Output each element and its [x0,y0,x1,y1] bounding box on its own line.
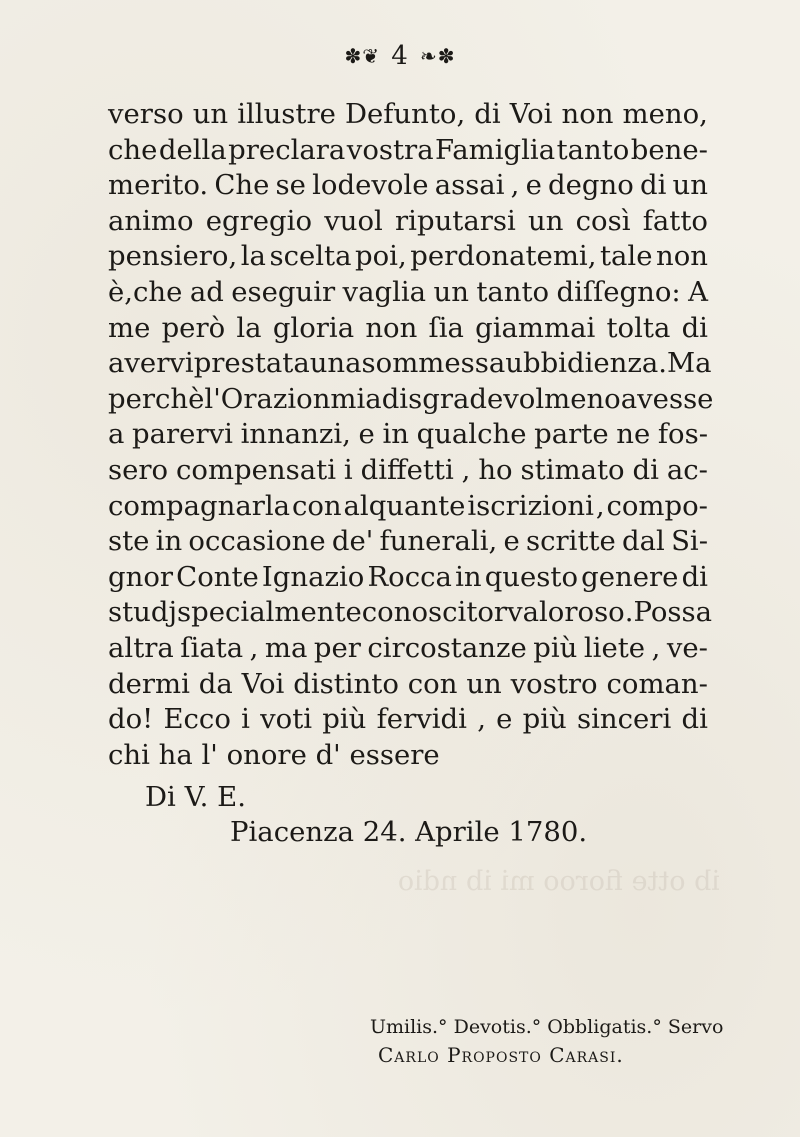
text-line [108,524,708,560]
bleed-through-text: ib otte fioroo mi ib ndio [397,866,720,897]
word: scritte [525,525,616,558]
word: animo [108,204,194,237]
word: ac- [666,453,708,486]
word: , [510,169,520,202]
word: tanto [556,133,630,166]
word: gnor [108,560,174,593]
word: sero [108,453,169,486]
ornament-right-icon: ❧✽ [420,44,456,68]
word: ne [616,418,651,451]
word: sinceri [577,703,672,736]
word: scelta [269,240,352,273]
word: non [561,98,614,130]
word: fervidi [376,703,467,736]
word: Si- [671,525,708,558]
word: più [322,703,367,736]
word: ubbidienza. [505,347,667,380]
word: così [575,204,631,237]
word: tale [599,240,653,273]
word: . [624,596,634,629]
word: un [433,275,469,308]
word: valoroso [507,596,625,629]
word: dal [622,525,665,558]
word: meno, [622,98,708,130]
word: specialmente [177,596,362,629]
word: , [461,453,471,486]
text-line: chi ha l' onore d' essere [108,738,440,771]
word: Possa [633,596,713,629]
word: di [474,98,501,130]
word: diſſegno: [556,275,681,308]
word: pensiero, [108,240,238,273]
word: un [192,98,229,130]
word: più [533,631,578,664]
word: degno [548,169,634,202]
word: tanto [476,275,550,308]
text-line [108,168,708,204]
word: stimato [520,453,625,486]
word: riputarsi [395,204,516,237]
text-line [108,417,708,453]
word: di [632,453,659,486]
word: vostro [510,667,598,700]
word: Voi [509,98,553,130]
word: genere [581,560,679,593]
word: non [365,311,418,344]
text-line [108,239,708,275]
dateline: Piacenza 24. Aprile 1780. [230,816,588,848]
word: prestata [193,347,310,380]
word: e [503,525,520,558]
word: compo- [606,489,708,522]
word: compensati [176,453,336,486]
text-line [108,204,708,240]
word: coman- [606,667,708,700]
word: una [309,347,362,380]
word: Orazion [220,382,331,415]
word: ſia [428,311,464,344]
word: di [681,560,708,593]
word: fos- [657,418,708,451]
word: meno [544,382,621,415]
word: e [496,703,513,736]
word: a [108,418,125,451]
word: in [382,418,409,451]
word: Che [214,169,270,202]
word: in [155,525,183,558]
word: diffetti [360,453,454,486]
word: innanzi, [240,418,351,451]
word: compagnarla [108,489,291,522]
word: illustre [237,98,336,130]
word: dermi [108,667,190,700]
word: circostanze [367,631,527,664]
text-line [108,311,708,347]
word: Defunto, [344,98,466,130]
ornament-left-icon: ✽❦ [344,44,380,68]
word: l' [204,382,221,415]
word: gloria [272,311,355,344]
word: vostra [346,133,434,166]
word: verso [108,98,184,130]
word: occasione [188,525,326,558]
word: egregio [205,204,313,237]
word: della [158,133,227,166]
text-line [108,667,708,703]
word: , [477,703,486,736]
word: perdonatemi, [410,240,597,273]
word: in [455,560,482,593]
word: con [407,667,458,700]
word: , [595,489,605,522]
signature-title: Umilis.° Devotis.° Obbligatis.° Servo [370,1016,724,1038]
word: ſiata [180,631,244,664]
word: studj [108,596,178,629]
word: per [313,631,361,664]
word: alquante [343,489,466,522]
word: preclara [228,133,346,166]
word: la [236,311,262,344]
word: avesse [620,382,714,415]
word: Ma [667,347,712,380]
text-line [108,489,708,525]
text-line [108,595,713,631]
word: qualche [416,418,527,451]
word: sommessa [361,347,506,380]
word: assai [434,169,505,202]
word: e [358,418,375,451]
text-line [108,97,708,133]
word: ste [108,525,150,558]
word: eseguir [231,275,336,308]
body-text [108,97,714,773]
word: liete [583,631,646,664]
word: da [198,667,233,700]
signature-block [370,1013,723,1069]
word: funerali, [379,525,498,558]
word: i [343,453,353,486]
word: poi, [355,240,407,273]
word: Ecco [163,703,231,736]
word: giammai [475,311,596,344]
word: che [108,133,158,166]
word: vuol [324,204,383,237]
word: tolta [606,311,671,344]
text-line [108,453,708,489]
word: disgradevol [381,382,545,415]
text-line [108,560,708,596]
word: Voi [241,667,285,700]
word: perchè [108,382,205,415]
word: mia [330,382,382,415]
word: se [275,169,306,202]
word: vaglia [342,275,427,308]
word: de' [331,525,374,558]
word: do! [108,703,154,736]
word: più [522,703,567,736]
word: Ignazio [261,560,365,593]
word: la [240,240,266,273]
text-line [108,275,708,311]
word: è,che [108,275,183,308]
word: Famiglia [435,133,556,166]
word: conoscitor [361,596,508,629]
word: voti [260,703,313,736]
word: A [688,275,708,308]
page-header [0,40,800,71]
word: e [525,169,542,202]
word: un [528,204,564,237]
word: altra [108,631,174,664]
text-line [108,133,708,169]
word: un [466,667,502,700]
word: merito. [108,169,209,202]
word: fatto [642,204,708,237]
text-line [108,631,708,667]
word: , [651,631,661,664]
word: me [108,311,151,344]
word: , [249,631,259,664]
word: parte [534,418,609,451]
closing-formula: Di V. E. [145,781,246,813]
word: non [656,240,708,273]
page-number: 4 [391,41,409,71]
word: un [672,169,708,202]
word: ve- [666,631,708,664]
word: di [681,311,708,344]
word: lodevole [312,169,429,202]
word: di [681,703,708,736]
text-line [108,702,708,738]
word: avervi [108,347,194,380]
text-line [108,346,712,382]
word: ma [264,631,308,664]
word: parervi [132,418,233,451]
word: di [639,169,667,202]
word: Conte [176,560,259,593]
word: distinto [293,667,399,700]
word: Rocca [367,560,452,593]
word: ho [478,453,513,486]
word: però [161,311,226,344]
word: ad [189,275,224,308]
word: questo [484,560,579,593]
text-line [108,382,714,418]
word: i [241,703,250,736]
word: bene- [630,133,708,166]
signature-name: Carlo Proposto Carasi. [378,1043,624,1067]
word: iscrizioni [467,489,594,522]
word: con [291,489,342,522]
